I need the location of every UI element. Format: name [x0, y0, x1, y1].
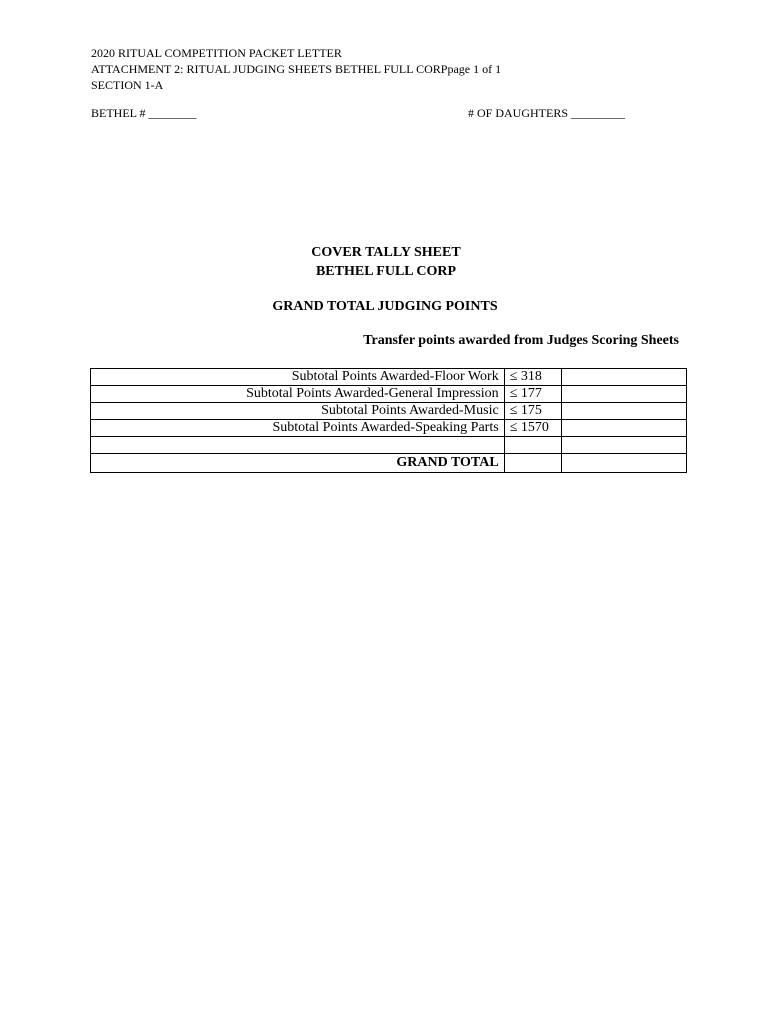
- blank-max-cell: [504, 437, 561, 454]
- row-label: Subtotal Points Awarded-Speaking Parts: [91, 420, 505, 437]
- document-header: [91, 45, 501, 93]
- row-score-cell[interactable]: [561, 369, 686, 386]
- grand-total-label: GRAND TOTAL: [91, 454, 505, 473]
- table-row: [91, 403, 687, 420]
- cover-title: [0, 243, 770, 281]
- row-score-cell[interactable]: [561, 403, 686, 420]
- grand-total-heading: GRAND TOTAL JUDGING POINTS: [272, 299, 498, 314]
- tally-table: [90, 368, 687, 473]
- blank-row: [91, 437, 687, 454]
- header-line-1: 2020 RITUAL COMPETITION PACKET LETTER: [91, 46, 342, 60]
- title-line-2: BETHEL FULL CORP: [315, 264, 457, 279]
- header-line-2: ATTACHMENT 2: RITUAL JUDGING SHEETS BETHEL FULL CORPpage 1 of 1: [91, 62, 502, 76]
- title-line-1: COVER TALLY SHEET: [311, 245, 461, 260]
- table-row: [91, 420, 687, 437]
- row-score-cell[interactable]: [561, 420, 686, 437]
- row-max-points: ≤ 175: [504, 403, 561, 420]
- row-max-points: ≤ 177: [504, 386, 561, 403]
- blank-label-cell: [91, 437, 505, 454]
- row-label: Subtotal Points Awarded-Music: [91, 403, 505, 420]
- transfer-instruction: Transfer points awarded from Judges Scoring Sheets: [363, 333, 679, 348]
- table-row: [91, 386, 687, 403]
- row-max-points: ≤ 1570: [504, 420, 561, 437]
- row-label: Subtotal Points Awarded-General Impression: [91, 386, 505, 403]
- grand-total-score-cell[interactable]: [561, 454, 686, 473]
- table-row: [91, 369, 687, 386]
- bethel-number-field: BETHEL # ________: [91, 106, 197, 120]
- grand-total-max-cell: [504, 454, 561, 473]
- blank-score-cell[interactable]: [561, 437, 686, 454]
- row-max-points: ≤ 318: [504, 369, 561, 386]
- header-line-3: SECTION 1-A: [91, 78, 164, 92]
- row-label: Subtotal Points Awarded-Floor Work: [91, 369, 505, 386]
- grand-total-row: [91, 454, 687, 473]
- daughters-count-field: # OF DAUGHTERS _________: [468, 106, 626, 120]
- row-score-cell[interactable]: [561, 386, 686, 403]
